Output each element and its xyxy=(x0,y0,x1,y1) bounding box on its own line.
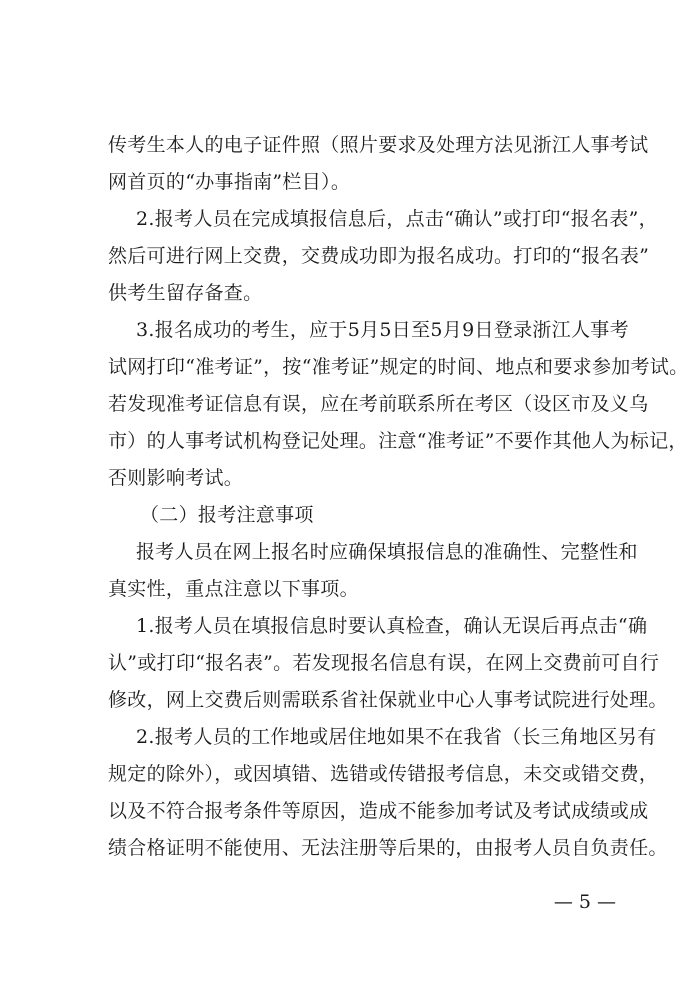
paragraph-line: 供考生留存备查。 xyxy=(108,282,263,304)
paragraph-line: 3.报名成功的考生，应于5月5日至5月9日登录浙江人事考 xyxy=(136,319,629,341)
paragraph-line: 真实性，重点注意以下事项。 xyxy=(108,578,359,600)
paragraph-line: 1.报考人员在填报信息时要认真检查，确认无误后再点击“确 xyxy=(136,615,648,637)
paragraph-line: 修改，网上交费后则需联系省社保就业中心人事考试院进行处理。 xyxy=(108,689,668,711)
page-number: — 5 — xyxy=(553,891,616,913)
paragraph-line: 否则影响考试。 xyxy=(108,467,244,489)
paragraph-line: 然后可进行网上交费，交费成功即为报名成功。打印的“报名表” xyxy=(108,245,650,267)
paragraph-line: 绩合格证明不能使用、无法注册等后果的，由报考人员自负责任。 xyxy=(108,837,668,859)
paragraph-line: 2.报考人员的工作地或居住地如果不在我省（长三角地区另有 xyxy=(136,726,657,748)
paragraph-line: 2.报考人员在完成填报信息后，点击“确认”或打印“报名表”， xyxy=(136,208,658,230)
paragraph-line: 规定的除外），或因填错、选错或传错报考信息，未交或错交费， xyxy=(108,763,659,785)
paragraph-line: 认”或打印“报名表”。若发现报名信息有误，在网上交费前可自行 xyxy=(108,652,660,674)
paragraph-line: 若发现准考证信息有误，应在考前联系所在考区（设区市及义乌 xyxy=(108,393,649,415)
paragraph-line: 以及不符合报考条件等原因，造成不能参加考试及考试成绩或成 xyxy=(108,800,649,822)
paragraph-line: 网首页的“办事指南”栏目）。 xyxy=(108,171,351,193)
paragraph-line: 报考人员在网上报名时应确保填报信息的准确性、完整性和 xyxy=(136,541,638,563)
paragraph-line: 传考生本人的电子证件照（照片要求及处理方法见浙江人事考试 xyxy=(108,134,649,156)
paragraph-line: 市）的人事考试机构登记处理。注意“准考证”不要作其他人为标记， xyxy=(108,430,688,452)
paragraph-line: 试网打印“准考证”，按“准考证”规定的时间、地点和要求参加考试。 xyxy=(108,356,689,378)
section-heading: （二）报考注意事项 xyxy=(140,504,314,526)
